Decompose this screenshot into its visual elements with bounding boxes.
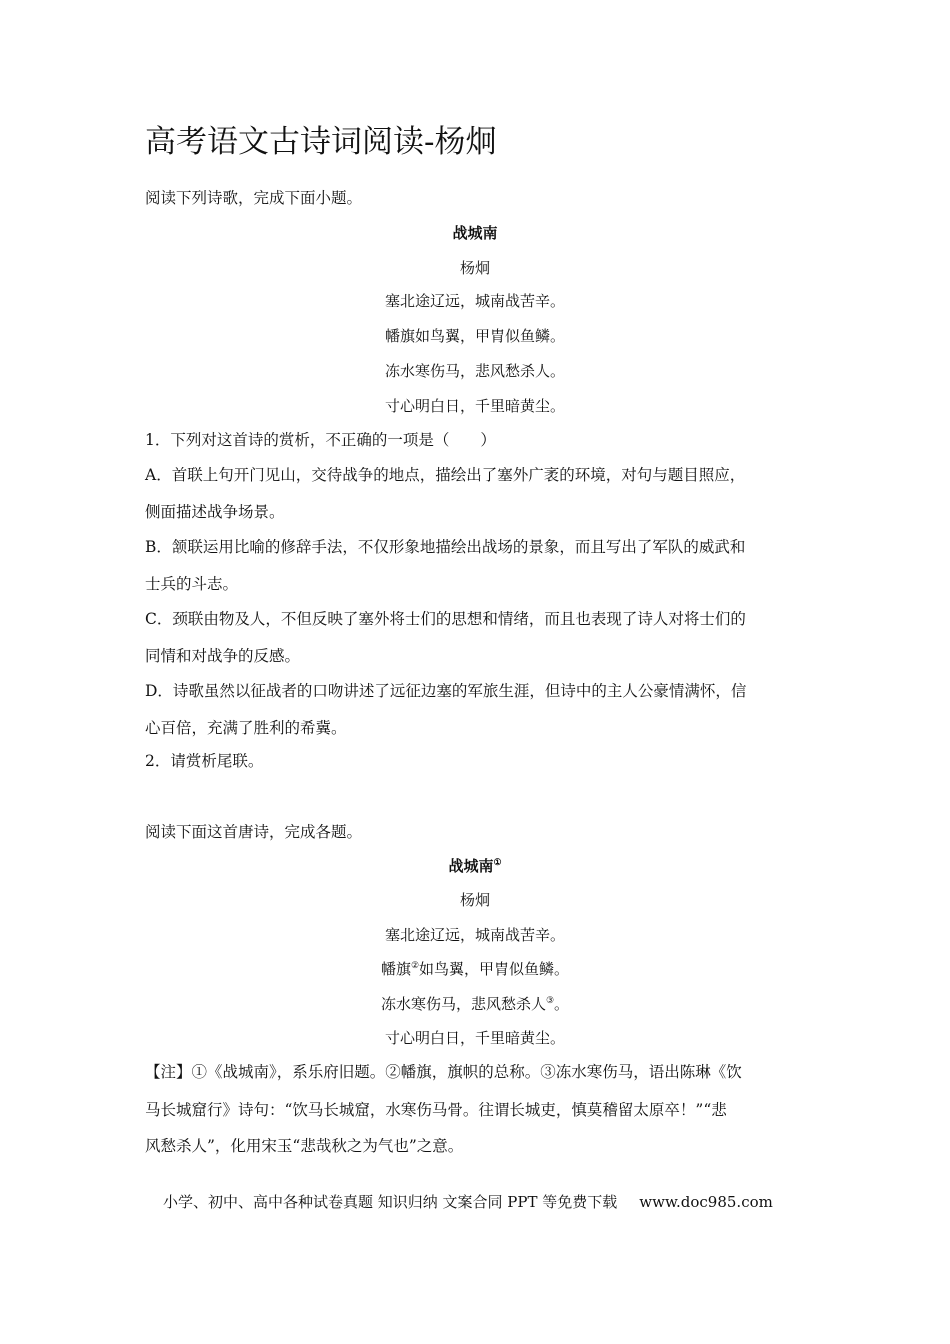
option-c-line-2: 同情和对战争的反感。 [145, 647, 301, 665]
section1-poem-line-2: 幡旗如鸟翼，甲胄似鱼鳞。 [384, 327, 565, 345]
section2-line2-start: 幡旗 [380, 960, 411, 978]
notes-line-2: 马长城窟行》诗句：“饮马长城窟，水寒伤马骨。往谓长城吏，慎莫稽留太原卒！”“悲 [145, 1101, 727, 1119]
option-a-line-2: 侧面描述战争场景。 [145, 503, 285, 521]
option-b-line-2: 士兵的斗志。 [145, 575, 239, 593]
option-a-line-1: A．首联上句开门见山，交待战争的地点，描绘出了塞外广袤的环境，对句与题目照应， [145, 466, 746, 484]
footnote-marker-2: ② [410, 961, 420, 971]
section2-poem-line-4: 寸心明白日，千里暗黄尘。 [384, 1029, 565, 1047]
notes-line-3: 风愁杀人”，化用宋玉“悲哉秋之为气也”之意。 [145, 1137, 464, 1155]
option-d-line-2: 心百倍，充满了胜利的希冀。 [145, 719, 347, 737]
footer-url-link[interactable]: www.doc985.com [639, 1193, 773, 1211]
page-footer [163, 1192, 773, 1212]
section1-poem-author: 杨炯 [459, 259, 490, 277]
section2-poem-author: 杨炯 [459, 891, 490, 909]
option-b-line-1: B．颔联运用比喻的修辞手法，不仅形象地描绘出战场的景象，而且写出了军队的威武和 [145, 538, 746, 556]
section2-poem-title-text: 战城南 [448, 857, 494, 875]
section2-poem-title [145, 856, 805, 876]
section2-poem-line-1: 塞北途辽远，城南战苦辛。 [384, 926, 565, 944]
footnote-marker-1: ① [493, 858, 502, 868]
section2-instruction: 阅读下面这首唐诗，完成各题。 [145, 823, 363, 841]
footer-text: 小学、初中、高中各种试卷真题 知识归纳 文案合同 PPT 等免费下载 [163, 1193, 618, 1211]
page-title: 高考语文古诗词阅读-杨炯 [145, 124, 497, 160]
section2-line3-start: 冻水寒伤马，悲风愁杀人 [380, 995, 546, 1013]
question-1: 1．下列对这首诗的赏析，不正确的一项是（ ） [145, 431, 496, 449]
option-d-line-1: D．诗歌虽然以征战者的口吻讲述了远征边塞的军旅生涯，但诗中的主人公豪情满怀，信 [145, 682, 747, 700]
section1-poem-line-3: 冻水寒伤马，悲风愁杀人。 [384, 362, 565, 380]
footnote-marker-3: ③ [545, 996, 555, 1006]
section1-poem-line-1: 塞北途辽远，城南战苦辛。 [384, 292, 565, 310]
section1-poem-line-4: 寸心明白日，千里暗黄尘。 [384, 397, 565, 415]
section2-line2-end: 如鸟翼，甲胄似鱼鳞。 [419, 960, 570, 978]
section2-poem-line-2 [145, 959, 805, 979]
option-c-line-1: C．颈联由物及人，不但反映了塞外将士们的思想和情绪，而且也表现了诗人对将士们的 [145, 610, 746, 628]
section2-poem-line-3 [145, 994, 805, 1014]
section2-line3-end: 。 [554, 995, 570, 1013]
section1-poem-title: 战城南 [452, 224, 498, 242]
section1-instruction: 阅读下列诗歌，完成下面小题。 [145, 189, 363, 207]
notes-line-1: 【注】①《战城南》，系乐府旧题。②幡旗，旗帜的总称。③冻水寒伤马，语出陈琳《饮 [145, 1063, 742, 1081]
question-2: 2．请赏析尾联。 [145, 752, 264, 770]
